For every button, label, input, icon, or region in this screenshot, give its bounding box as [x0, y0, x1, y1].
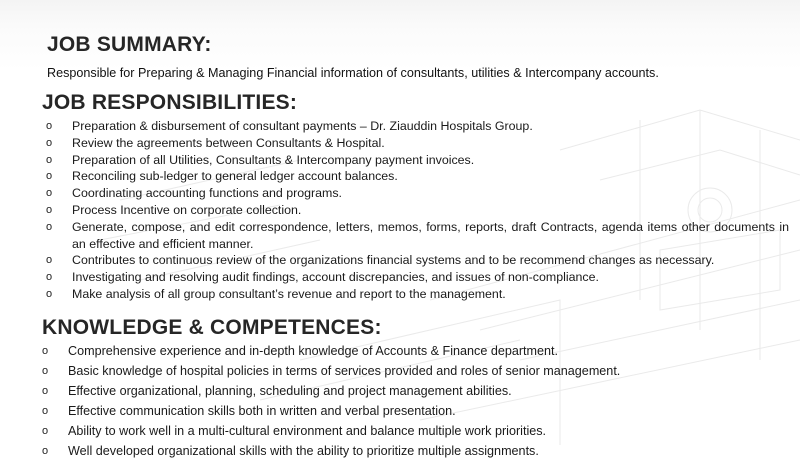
bullet-icon: o — [46, 271, 53, 284]
job-summary-text: Responsible for Preparing & Managing Financial information of consultants, utilities & Intercompany accounts. — [47, 66, 659, 80]
bullet-icon: o — [42, 385, 49, 398]
bullet-icon: o — [42, 405, 49, 418]
list-item — [42, 441, 792, 461]
list-item — [42, 341, 792, 361]
list-item — [42, 421, 792, 441]
list-item-text: Comprehensive experience and in-depth knowledge of Accounts & Finance department. — [68, 344, 559, 358]
list-item — [46, 286, 789, 303]
list-item-text: Effective communication skills both in written and verbal presentation. — [68, 404, 456, 419]
bullet-icon: o — [46, 170, 53, 183]
job-responsibilities-list — [46, 118, 789, 303]
knowledge-competences-heading: KNOWLEDGE & COMPETENCES: — [42, 316, 382, 339]
list-item-text: Make analysis of all group consultant’s revenue and report to the management. — [72, 286, 506, 301]
bullet-icon: o — [42, 365, 49, 378]
job-summary-heading: JOB SUMMARY: — [47, 33, 212, 56]
list-item-text: Generate, compose, and edit correspondence, letters, memos, forms, reports, draft Contracts, agenda items other documents in an effective and efficient manner. — [72, 219, 789, 251]
bullet-icon: o — [42, 445, 49, 458]
bullet-icon: o — [46, 203, 53, 216]
list-item — [42, 381, 792, 401]
list-item — [46, 252, 789, 269]
bullet-icon: o — [46, 136, 53, 149]
list-item — [46, 202, 789, 219]
list-item-text: Review the agreements between Consultants & Hospital. — [72, 135, 385, 150]
list-item-text: Basic knowledge of hospital policies in terms of services provided and roles of senior management. — [68, 364, 621, 379]
job-responsibilities-heading: JOB RESPONSIBILITIES: — [42, 91, 298, 114]
list-item-text: Contributes to continuous review of the organizations financial systems and to be recommend changes as necessary. — [72, 253, 715, 268]
list-item-text: Process Incentive on corporate collection. — [72, 202, 302, 217]
bullet-icon: o — [46, 120, 53, 132]
bullet-icon: o — [42, 345, 49, 357]
list-item — [46, 152, 789, 169]
list-item — [46, 269, 789, 286]
list-item — [46, 185, 789, 202]
bullet-icon: o — [46, 254, 53, 267]
list-item-text: Investigating and resolving audit findings, account discrepancies, and issues of non-compliance. — [72, 270, 599, 285]
list-item — [46, 135, 789, 152]
bullet-icon: o — [46, 220, 53, 233]
list-item-text: Well developed organizational skills with the ability to prioritize multiple assignments. — [68, 444, 539, 459]
list-item — [46, 219, 789, 253]
list-item-text: Preparation & disbursement of consultant payments – Dr. Ziauddin Hospitals Group. — [72, 119, 533, 133]
list-item-text: Coordinating accounting functions and programs. — [72, 186, 343, 201]
list-item — [46, 168, 789, 185]
bullet-icon: o — [42, 425, 49, 438]
bullet-icon: o — [46, 287, 53, 300]
list-item — [42, 361, 792, 381]
list-item-text: Reconciling sub-ledger to general ledger account balances. — [72, 169, 398, 184]
bullet-icon: o — [46, 187, 53, 200]
bullet-icon: o — [46, 153, 53, 166]
list-item — [46, 118, 789, 135]
list-item-text: Preparation of all Utilities, Consultants & Intercompany payment invoices. — [72, 152, 475, 167]
knowledge-competences-list — [42, 341, 792, 462]
list-item-text: Ability to work well in a multi-cultural environment and balance multiple work priorities. — [68, 424, 547, 439]
list-item-text: Effective organizational, planning, scheduling and project management abilities. — [68, 384, 512, 399]
list-item — [42, 401, 792, 421]
